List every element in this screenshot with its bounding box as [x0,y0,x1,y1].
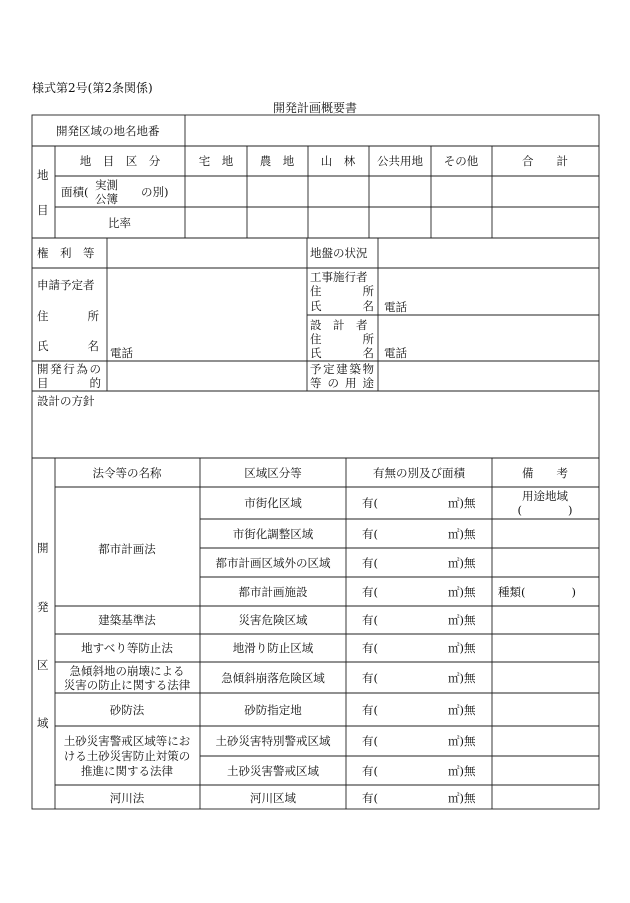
remarks-usage-zone: 用途地域 [522,489,568,503]
form-code: 様式第2号(第2条関係) [32,81,153,95]
ground-condition-label: 地盤の状況 [310,246,368,260]
header-law-name: 法令等の名称 [92,466,162,480]
col-land-category: 地 目 区 分 [79,154,161,168]
law-river: 河川法 [109,791,145,805]
contractor-name-label: 氏名 [310,299,374,313]
zone-planning-facility: 都市計画施設 [238,585,308,599]
contractor-address-label: 住所 [310,284,374,298]
land-category-char-2: 目 [37,203,49,217]
zone-urbanization-control: 市街化調整区域 [232,527,314,541]
zone-steep-slope: 急傾斜崩落危険区域 [221,671,325,685]
presence-row: 有( ㎡)無 [362,671,476,685]
land-category-label-2 [37,203,49,217]
area-measured: 実測 [95,178,118,192]
zone-erosion-control: 砂防指定地 [244,703,302,717]
presence-row: 有( ㎡)無 [362,791,476,805]
dev-area-side-3: 区 [37,658,49,672]
law-sediment-3: 推進に関する法律 [81,764,173,778]
zone-disaster-risk: 災害危険区域 [238,613,308,627]
land-category-char-1: 地 [37,168,49,182]
applicant-phone-label: 電話 [110,346,133,360]
remarks-facility-type: 種類( ) [498,585,576,599]
dev-area-side-2: 発 [37,600,49,614]
law-building-standards: 建築基準法 [98,613,156,627]
zone-sediment-special: 土砂災害特別警戒区域 [215,734,331,748]
location-label: 開発区域の地名地番 [56,124,160,138]
design-policy-label: 設計の方針 [37,394,95,408]
law-sediment-1: 土砂災害警戒区域等にお [63,734,191,748]
ratio-label: 比率 [108,216,131,230]
col-public-land: 公共用地 [377,154,423,168]
zone-river: 河川区域 [250,791,296,805]
area-suffix: の別) [141,185,169,199]
presence-row: 有( ㎡)無 [362,527,476,541]
col-forest: 山 林 [320,154,356,168]
purpose-label-1: 開発行為の [37,362,101,376]
designer-address-label: 住所 [310,332,374,346]
col-farmland: 農 地 [259,154,295,168]
law-steep-slope-2: 災害の防止に関する法律 [63,678,191,692]
presence-row: 有( ㎡)無 [362,585,476,599]
zone-urbanization: 市街化区域 [244,496,302,510]
applicant-address-label: 住所 [37,309,99,323]
presence-row: 有( ㎡)無 [362,764,476,778]
applicant-label: 申請予定者 [37,278,95,292]
dev-area-side-4: 域 [37,716,49,730]
law-landslide: 地すべり等防止法 [81,641,173,655]
col-total: 合 計 [522,154,568,168]
presence-row: 有( ㎡)無 [362,641,476,655]
law-city-planning: 都市計画法 [98,542,156,556]
remarks-usage-paren: ( ) [517,503,573,517]
contractor-phone-label: 電話 [384,300,407,314]
presence-row: 有( ㎡)無 [362,496,476,510]
law-steep-slope-1: 急傾斜地の崩壊による [69,664,185,678]
presence-row: 有( ㎡)無 [362,734,476,748]
rights-label: 権 利 等 [37,246,95,260]
zone-landslide-prevention: 地滑り防止区域 [232,641,314,655]
building-use-label-2: 等の用途 [310,376,374,390]
presence-row: 有( ㎡)無 [362,703,476,717]
zone-sediment-warning: 土砂災害警戒区域 [227,764,319,778]
col-residential: 宅 地 [198,154,234,168]
header-presence-area: 有無の別及び面積 [373,466,465,480]
zone-outside-planning: 都市計画区域外の区域 [215,556,331,570]
designer-label: 設 計 者 [310,318,368,332]
applicant-name-label: 氏名 [37,339,99,353]
presence-row: 有( ㎡)無 [362,556,476,570]
header-zone-type: 区域区分等 [244,466,302,480]
building-use-label-1: 予定建築物 [310,362,374,376]
area-registry: 公簿 [95,192,118,206]
contractor-label: 工事施行者 [310,270,368,284]
law-sediment-2: ける土砂災害防止対策の [63,749,191,763]
area-prefix: 面積( [61,185,89,199]
dev-area-side-1: 開 [37,541,49,555]
law-erosion-control: 砂防法 [109,703,145,717]
designer-name-label: 氏名 [310,346,374,360]
land-category-label [37,168,49,182]
designer-phone-label: 電話 [384,346,407,360]
presence-row: 有( ㎡)無 [362,613,476,627]
header-remarks: 備 考 [522,466,568,480]
col-other: その他 [443,154,479,168]
purpose-label-2: 目的 [37,376,101,390]
document-title: 開発計画概要書 [272,101,357,115]
